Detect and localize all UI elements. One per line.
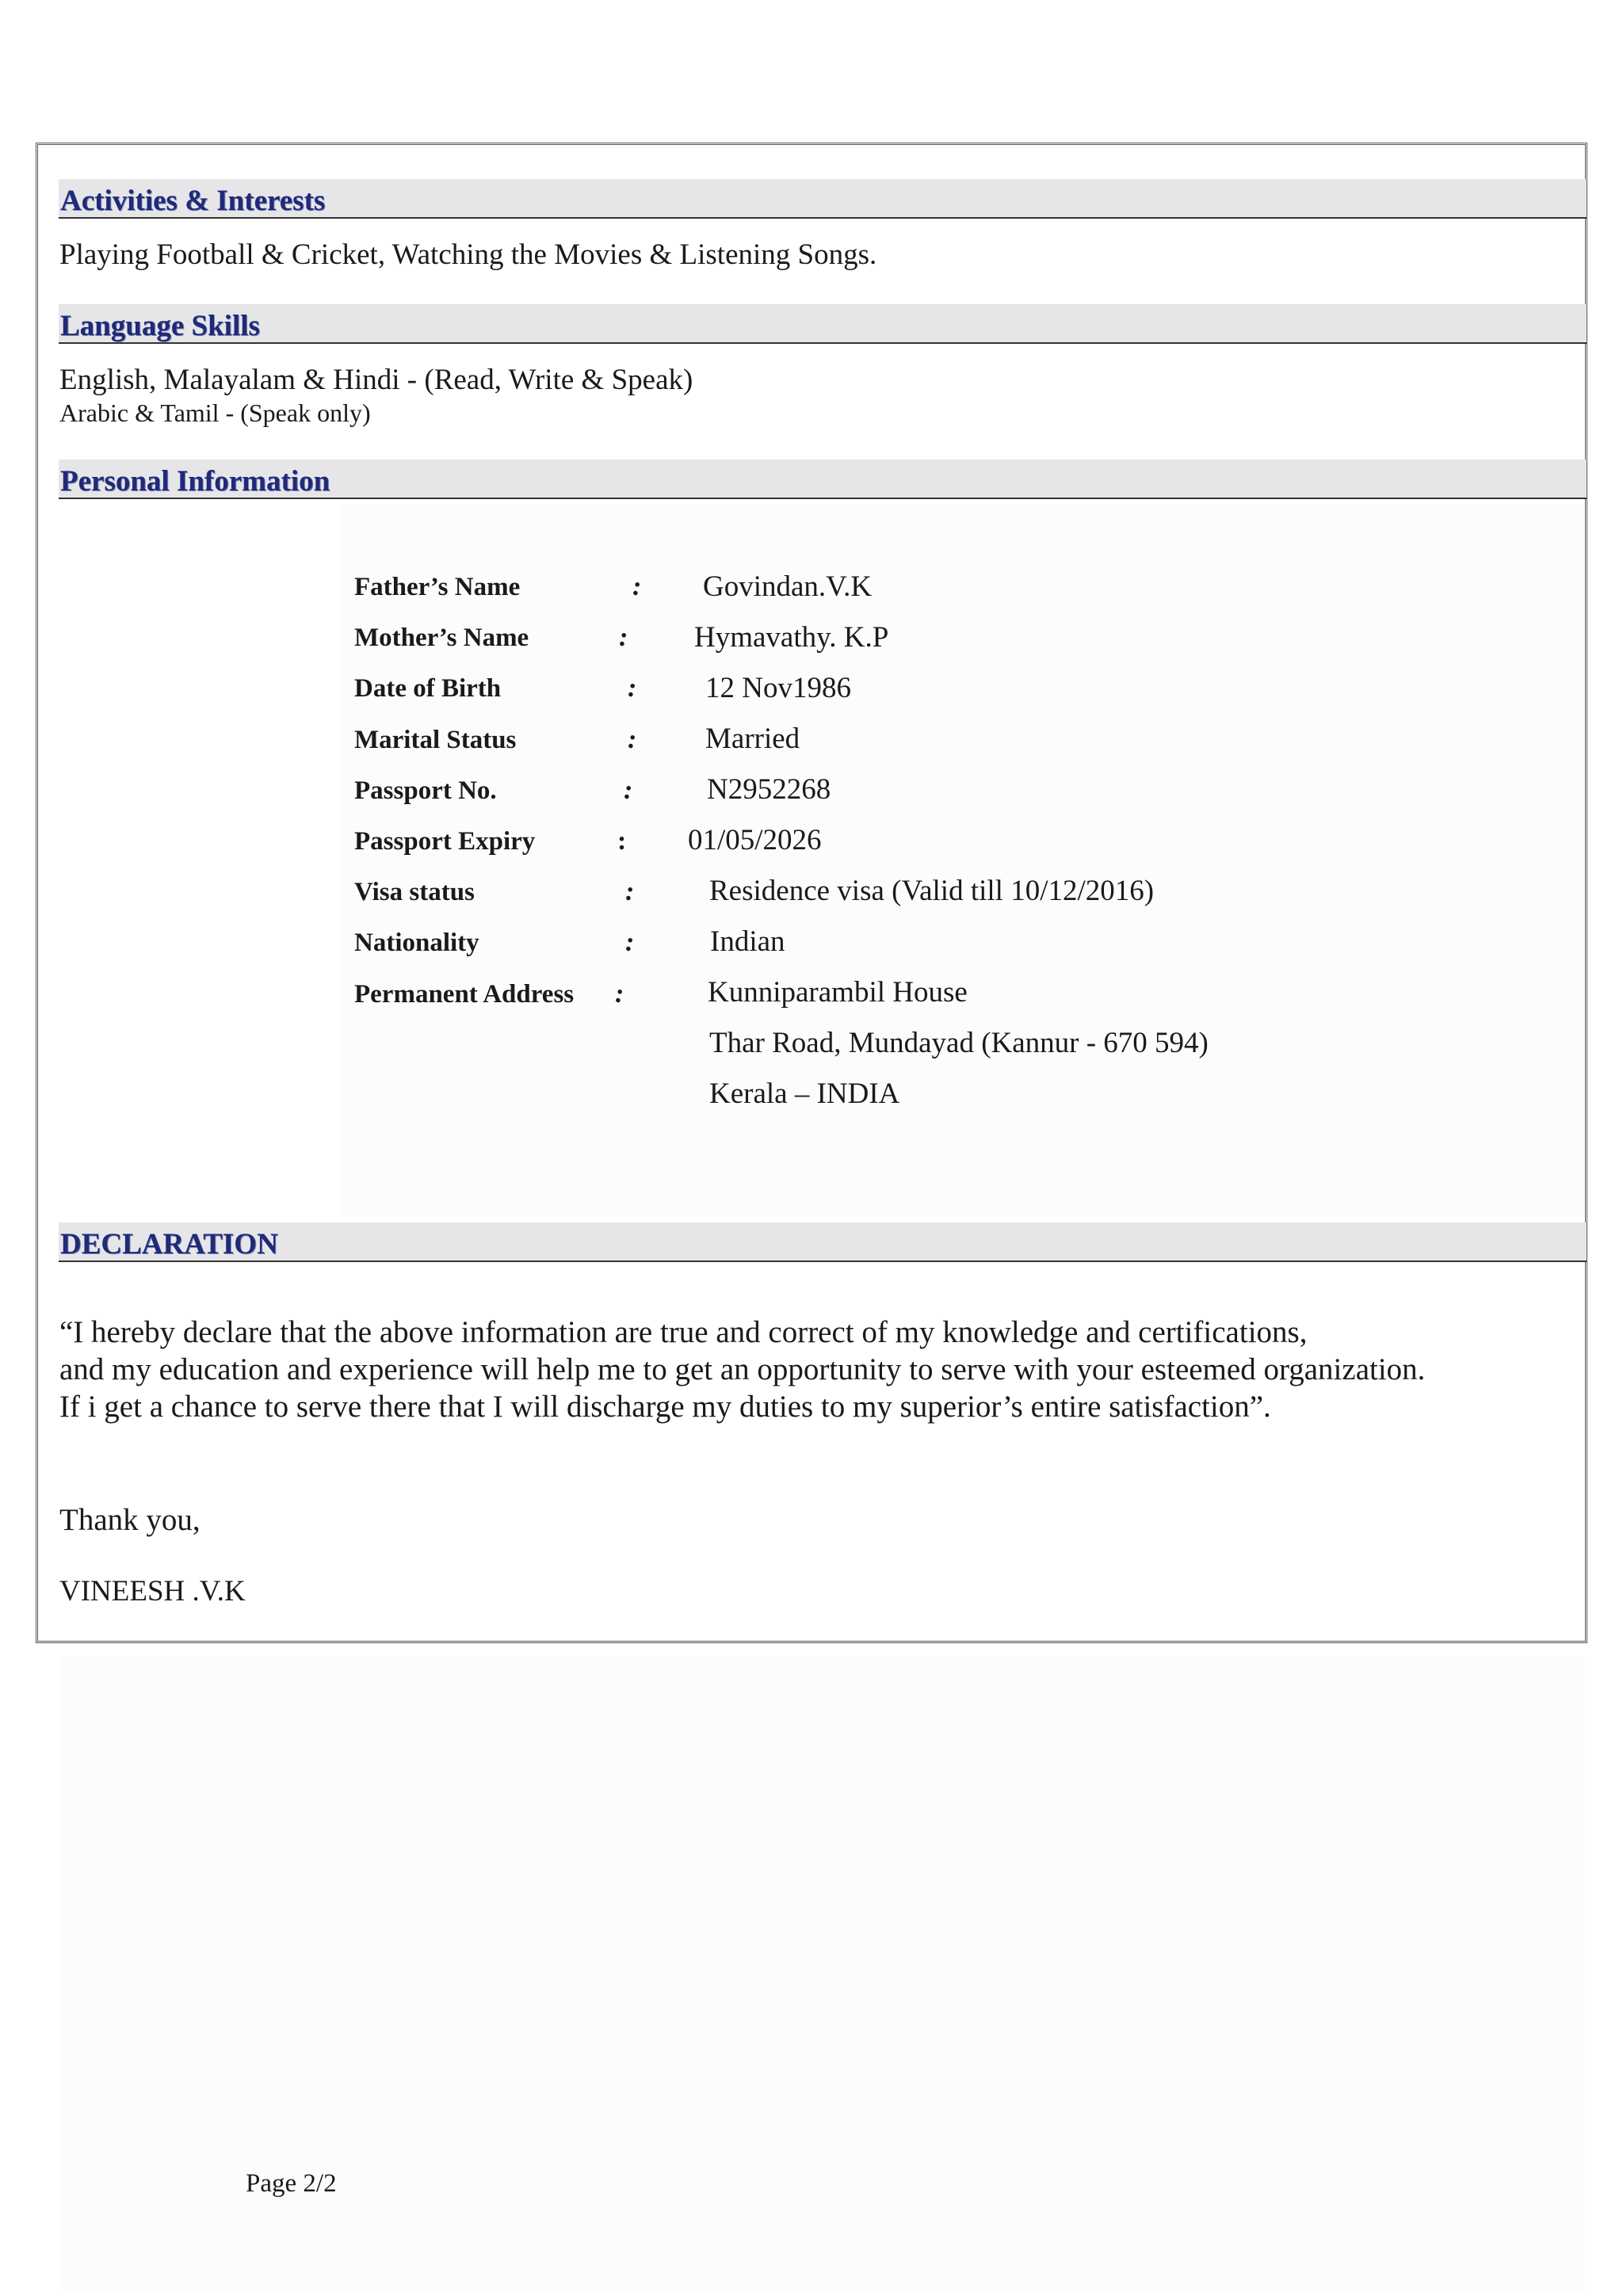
declaration-line-1: “I hereby declare that the above information are true and correct of my knowledge and certifications, — [59, 1315, 1308, 1349]
personal-section-title: Personal Information — [60, 465, 330, 498]
permanent-address-colon: : — [615, 979, 624, 1009]
permanent-address-value: Kunniparambil House — [708, 976, 968, 1009]
father-name-value: Govindan.V.K — [703, 570, 873, 603]
marital-status-colon: : — [628, 725, 637, 754]
father-name-label: Father’s Name — [354, 573, 521, 601]
languages-line-1: English, Malayalam & Hindi - (Read, Write & Speak) — [59, 364, 693, 396]
visa-status-value: Residence visa (Valid till 10/12/2016) — [709, 875, 1155, 907]
activities-section-header — [59, 179, 1587, 219]
nationality-label: Nationality — [354, 929, 479, 957]
marital-status-label: Marital Status — [354, 726, 517, 754]
dob-colon: : — [628, 673, 637, 703]
passport-no-colon: : — [624, 776, 633, 805]
personal-section-header — [59, 460, 1587, 499]
closing-text: Thank you, — [59, 1503, 200, 1537]
page-number: Page 2/2 — [246, 2169, 337, 2198]
father-name-colon: : — [632, 572, 642, 601]
mother-name-value: Hymavathy. K.P — [694, 621, 889, 654]
declaration-section-title: DECLARATION — [60, 1228, 278, 1261]
visa-status-label: Visa status — [354, 878, 475, 906]
declaration-section-header — [59, 1222, 1587, 1262]
dob-value: 12 Nov1986 — [705, 672, 851, 704]
permanent-address-line-3: Kerala – INDIA — [709, 1077, 900, 1110]
dob-label: Date of Birth — [354, 674, 502, 703]
declaration-line-3: If i get a chance to serve there that I will discharge my duties to my superior’s entire satisfaction”. — [59, 1390, 1271, 1424]
passport-no-label: Passport No. — [354, 776, 497, 805]
languages-section-title: Language Skills — [60, 310, 260, 342]
passport-expiry-colon: : — [617, 826, 627, 856]
activities-section-title: Activities & Interests — [60, 185, 326, 217]
languages-line-2: Arabic & Tamil - (Speak only) — [59, 399, 371, 427]
passport-no-value: N2952268 — [707, 773, 831, 806]
mother-name-label: Mother’s Name — [354, 624, 529, 652]
mother-name-colon: : — [619, 623, 628, 652]
activities-text: Playing Football & Cricket, Watching the Movies & Listening Songs. — [59, 238, 877, 271]
signature-name: VINEESH .V.K — [59, 1575, 246, 1608]
passport-expiry-label: Passport Expiry — [354, 827, 536, 856]
nationality-colon: : — [625, 928, 635, 957]
permanent-address-label: Permanent Address — [354, 980, 575, 1009]
languages-section-header — [59, 304, 1587, 344]
passport-expiry-value: 01/05/2026 — [688, 824, 822, 856]
permanent-address-line-2: Thar Road, Mundayad (Kannur - 670 594) — [709, 1027, 1209, 1059]
nationality-value: Indian — [710, 925, 785, 958]
visa-status-colon: : — [625, 877, 635, 906]
declaration-line-2: and my education and experience will help me to get an opportunity to serve with your esteemed organization. — [59, 1352, 1426, 1386]
marital-status-value: Married — [705, 723, 800, 755]
